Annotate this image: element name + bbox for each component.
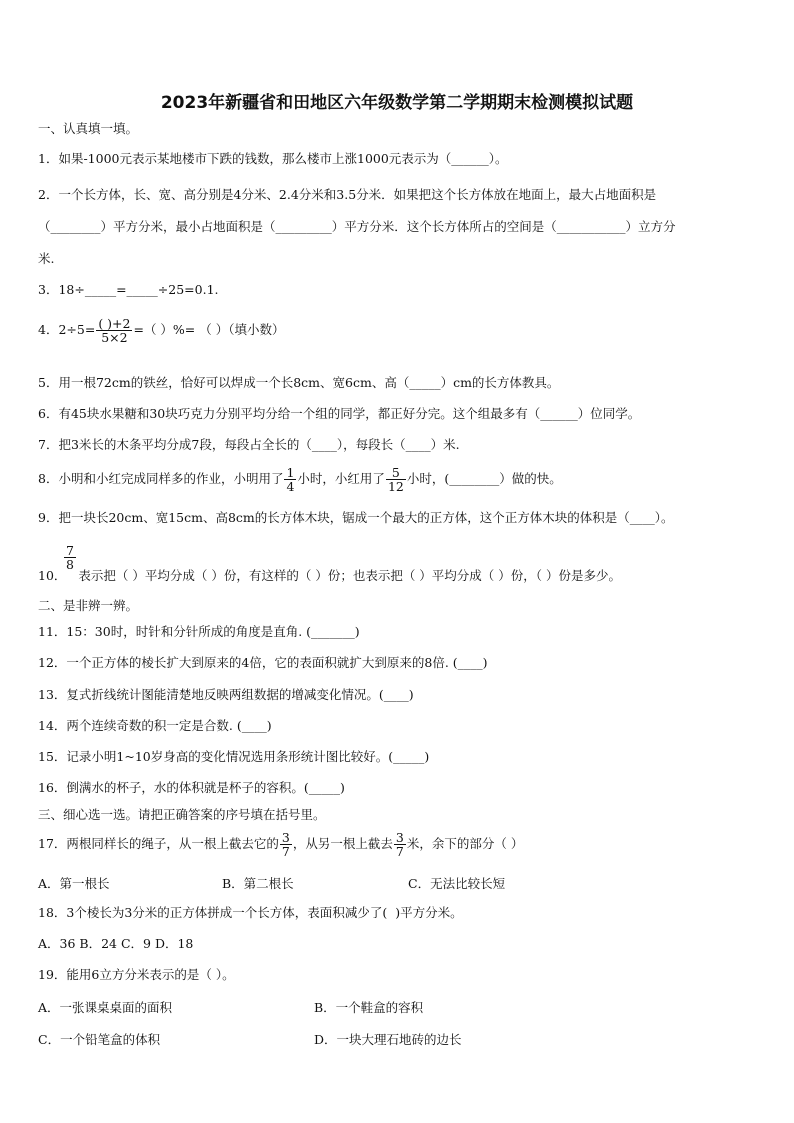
question-2-line-2: （________）平方分米，最小占地面积是（_________）平方分米．这个长方体所占的空间是（___________）立方分 — [38, 219, 676, 234]
question-13: 13．复式折线统计图能清楚地反映两组数据的增减变化情况。(____) — [38, 687, 414, 702]
question-12: 12．一个正方体的棱长扩大到原来的4倍，它的表面积就扩大到原来的8倍. (____) — [38, 655, 488, 670]
question-18-options: A．36 B．24 C．9 D．18 — [38, 936, 194, 951]
fraction-denominator: 7 — [281, 844, 290, 859]
question-15: 15．记录小明1~10岁身高的变化情况选用条形统计图比较好。(_____) — [38, 749, 430, 764]
question-10-fraction — [38, 544, 77, 571]
question-8-fraction-2 — [386, 466, 406, 493]
question-7: 7．把3米长的木条平均分成7段，每段占全长的（____），每段长（____）米. — [38, 437, 460, 452]
fraction-numerator: 1 — [286, 465, 295, 480]
question-18-stem-start: 18．3个棱长为3分米的正方体拼成一个长方体，表面积减少了( — [38, 905, 388, 920]
fraction-denominator: 12 — [387, 479, 404, 494]
question-17-prefix: 17．两根同样长的绳子，从一根上截去它的 — [38, 836, 279, 851]
question-16: 16．倒满水的杯子，水的体积就是杯子的容积。(_____) — [38, 780, 345, 795]
question-17-suffix: 米，余下的部分（ ） — [406, 836, 524, 851]
question-4-fraction — [96, 317, 132, 344]
section-heading-3: 三、细心选一选。请把正确答案的序号填在括号里。 — [38, 807, 326, 822]
page-title: 2023年新疆省和田地区六年级数学第二学期期末检测模拟试题 — [160, 93, 634, 113]
question-5: 5．用一根72cm的铁丝，恰好可以焊成一个长8cm、宽6cm、高（_____）cm的长方体教具。 — [38, 375, 560, 390]
question-1: 1．如果-1000元表示某地楼市下跌的钱数，那么楼市上涨1000元表示为（______）。 — [38, 151, 508, 166]
question-14: 14．两个连续奇数的积一定是合数. (____) — [38, 718, 272, 733]
fraction-numerator: 7 — [66, 543, 74, 558]
question-10-fraction-7-8 — [64, 544, 76, 571]
fraction-denominator: 7 — [395, 844, 404, 859]
fraction-denominator: 8 — [66, 557, 74, 572]
question-17-option-b: B．第二根长 — [222, 876, 294, 891]
question-19: 19．能用6立方分米表示的是（ ）。 — [38, 967, 235, 982]
question-10-number: 10． — [38, 568, 67, 583]
question-9: 9．把一块长20cm、宽15cm、高8cm的长方体木块，锯成一个最大的正方体，这个正方体木块的体积是（____）。 — [38, 510, 674, 525]
section-heading-2: 二、是非辨一辨。 — [38, 598, 139, 613]
question-8-mid: 小时，小红用了 — [297, 471, 385, 486]
section-heading-1: 一、认真填一填。 — [38, 121, 139, 136]
question-8 — [38, 462, 562, 496]
question-18 — [38, 905, 463, 921]
fraction-numerator: ( )+2 — [98, 316, 131, 331]
question-17-option-c: C．无法比较长短 — [408, 876, 506, 891]
question-2-line-3: 米. — [38, 251, 55, 266]
fraction-numerator: 3 — [281, 830, 290, 845]
question-10 — [38, 568, 621, 584]
question-19-option-a: A．一张课桌桌面的面积 — [38, 1000, 173, 1015]
question-8-fraction-1 — [284, 466, 296, 493]
question-4 — [38, 316, 284, 344]
question-17-fraction-2 — [394, 831, 406, 858]
question-4-suffix: =（ ）%= （ ）（填小数） — [133, 322, 285, 337]
question-17 — [38, 826, 523, 862]
question-10-text: 表示把（ ）平均分成（ ）份，有这样的（ ）份；也表示把（ ）平均分成（ ）份，（ ）份是多少。 — [78, 568, 621, 583]
fraction-numerator: 5 — [386, 466, 406, 480]
question-17-fraction-1 — [280, 831, 292, 858]
question-18-stem-end: )平方分米。 — [395, 905, 463, 920]
question-3: 3．18÷_____=_____÷25=0.1. — [38, 282, 219, 297]
question-8-prefix: 8．小明和小红完成同样多的作业，小明用了 — [38, 471, 284, 486]
question-8-suffix: 小时，(________）做的快。 — [406, 471, 562, 486]
question-17-option-a: A．第一根长 — [38, 876, 110, 891]
question-4-prefix: 4．2÷5= — [38, 322, 96, 337]
question-19-option-b: B．一个鞋盒的容积 — [314, 1000, 424, 1015]
question-11: 11．15：30时，时针和分针所成的角度是直角. (_______) — [38, 624, 360, 639]
fraction-denominator: 5×2 — [101, 330, 128, 345]
question-19-option-d: D．一块大理石地砖的边长 — [314, 1032, 462, 1047]
question-2-line-1: 2．一个长方体，长、宽、高分别是4分米、2.4分米和3.5分米．如果把这个长方体放在地面上，最大占地面积是 — [38, 187, 657, 202]
question-19-option-c: C．一个铅笔盒的体积 — [38, 1032, 161, 1047]
question-17-mid: ，从另一根上截去 — [292, 836, 393, 851]
fraction-numerator: 3 — [395, 830, 404, 845]
fraction-denominator: 4 — [286, 479, 295, 494]
question-6: 6．有45块水果糖和30块巧克力分别平均分给一个组的同学，都正好分完。这个组最多有（______）位同学。 — [38, 406, 641, 421]
